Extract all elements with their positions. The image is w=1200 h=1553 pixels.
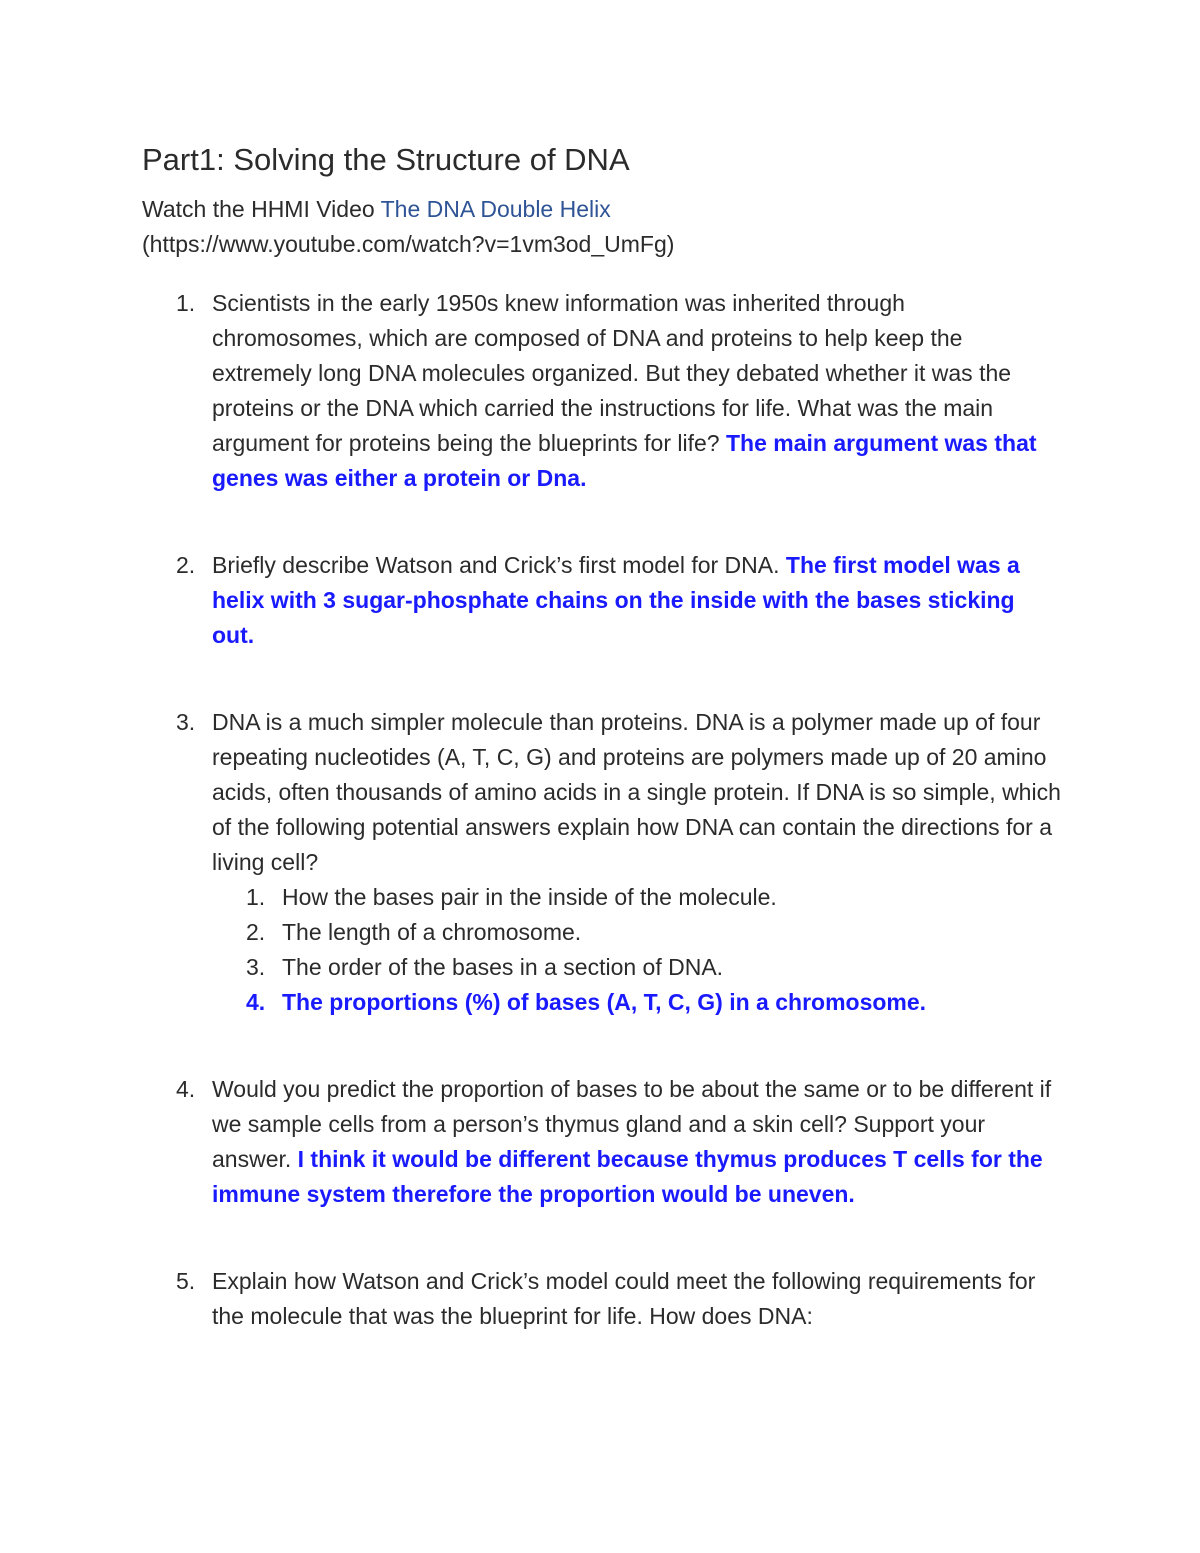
option-number: 1.	[246, 884, 266, 910]
page-title: Part1: Solving the Structure of DNA	[142, 142, 630, 177]
question-text: DNA is a much simpler molecule than proteins. DNA is a polymer made up of four repeating nucleotides (A, T, C, G) and proteins are polymers made up of 20 amino acids, often thousands of amino acids in a single protein. If DNA is so simple, which of the following potential answers explain how DNA can contain the directions for a living cell?	[212, 709, 1061, 875]
question-1	[142, 286, 1062, 496]
option-text: The length of a chromosome.	[282, 919, 582, 945]
question-3	[142, 705, 1062, 1020]
question-number: 2.	[176, 552, 196, 578]
option-3	[212, 950, 1062, 985]
question-text: Explain how Watson and Crick’s model could meet the following requirements for the molecule that was the blueprint for life. How does DNA:	[212, 1268, 1036, 1329]
option-4-selected	[212, 985, 1062, 1020]
option-number: 2.	[246, 919, 266, 945]
question-5	[142, 1264, 1062, 1334]
intro-prefix: Watch the HHMI Video	[142, 196, 381, 222]
option-1	[212, 880, 1062, 915]
answer-text: The main argument was that genes was either a protein or Dna.	[212, 430, 1037, 491]
intro-line	[142, 192, 1062, 262]
question-number: 3.	[176, 709, 196, 735]
question-number: 1.	[176, 290, 196, 316]
question-number: 4.	[176, 1076, 196, 1102]
answer-text: The first model was a helix with 3 sugar-phosphate chains on the inside with the bases sticking out.	[212, 552, 1020, 648]
option-text: How the bases pair in the inside of the molecule.	[282, 884, 777, 910]
question-list	[142, 286, 1062, 1334]
video-link[interactable]: The DNA Double Helix	[380, 196, 611, 222]
question-4	[142, 1072, 1062, 1212]
question-text: Scientists in the early 1950s knew information was inherited through chromosomes, which are composed of DNA and proteins to help keep the extremely long DNA molecules organized. But they debated whether it was the proteins or the DNA which carried the instructions for life. What was the main argument for proteins being the blueprints for life?	[212, 290, 1012, 456]
option-text: The proportions (%) of bases (A, T, C, G) in a chromosome.	[282, 989, 927, 1015]
question-number: 5.	[176, 1268, 196, 1294]
question-text: Would you predict the proportion of bases to be about the same or to be different if we sample cells from a person’s thymus gland and a skin cell? Support your answer.	[212, 1076, 1052, 1172]
option-text: The order of the bases in a section of DNA.	[282, 954, 724, 980]
option-number: 4.	[246, 989, 266, 1015]
document-page	[142, 138, 1062, 1334]
answer-text: I think it would be different because thymus produces T cells for the immune system therefore the proportion would be uneven.	[212, 1146, 1043, 1207]
option-2	[212, 915, 1062, 950]
video-url: (https://www.youtube.com/watch?v=1vm3od_UmFg)	[142, 231, 675, 257]
option-list	[212, 880, 1062, 1020]
option-number: 3.	[246, 954, 266, 980]
question-2	[142, 548, 1062, 653]
question-text: Briefly describe Watson and Crick’s first model for DNA.	[212, 552, 786, 578]
